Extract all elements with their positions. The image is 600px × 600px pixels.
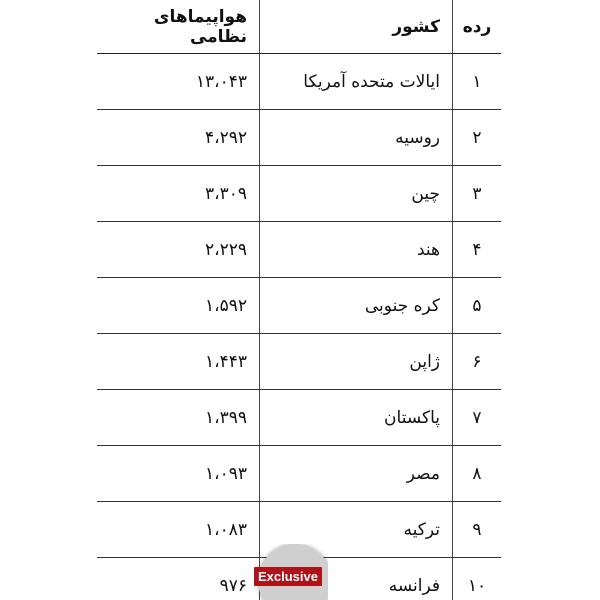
country-cell: چین (260, 166, 453, 222)
aircraft-count-cell: ۳،۳۰۹ (97, 166, 260, 222)
aircraft-count-cell: ۱،۰۸۳ (97, 502, 260, 558)
table-row (97, 222, 501, 278)
aircraft-count-cell: ۴،۲۹۲ (97, 110, 260, 166)
aircraft-count-cell: ۱،۰۹۳ (97, 446, 260, 502)
country-cell: ترکیه (260, 502, 453, 558)
country-cell: پاکستان (260, 390, 453, 446)
header-aircraft: هواپیماهای نظامی (97, 0, 260, 54)
country-cell: روسیه (260, 110, 453, 166)
rank-cell: ۸ (453, 446, 502, 502)
aircraft-count-cell: ۲،۲۲۹ (97, 222, 260, 278)
country-cell: مصر (260, 446, 453, 502)
aircraft-count-cell: ۱،۳۹۹ (97, 390, 260, 446)
aircraft-count-cell: ۱،۵۹۲ (97, 278, 260, 334)
table-row (97, 446, 501, 502)
header-rank: رده (453, 0, 502, 54)
table-header-row (97, 0, 501, 54)
rank-cell: ۱۰ (467, 575, 487, 596)
header-country: کشور (260, 0, 453, 54)
table-row (97, 390, 501, 446)
country-cell: فرانسه (260, 558, 453, 600)
table-row (97, 110, 501, 166)
military-aircraft-table (97, 0, 501, 600)
exclusive-badge: Exclusive (254, 567, 322, 586)
country-cell: کره جنوبی (260, 278, 453, 334)
country-cell: هند (260, 222, 453, 278)
table-row (97, 166, 501, 222)
rank-cell: ۶ (453, 334, 502, 390)
rank-cell: ۵ (453, 278, 502, 334)
table-row (97, 54, 501, 110)
rank-cell: ۷ (453, 390, 502, 446)
country-cell: ژاپن (260, 334, 453, 390)
rank-cell: ۳ (453, 166, 502, 222)
rank-cell: ۹ (453, 502, 502, 558)
rank-cell: ۱ (453, 54, 502, 110)
aircraft-count-cell: ۹۷۶ (219, 575, 247, 596)
aircraft-count-cell: ۱۳،۰۴۳ (97, 54, 260, 110)
table-row (97, 334, 501, 390)
country-cell: ایالات متحده آمریکا (260, 54, 453, 110)
rank-cell: ۴ (453, 222, 502, 278)
aircraft-count-cell: ۱،۴۴۳ (97, 334, 260, 390)
rank-cell: ۲ (453, 110, 502, 166)
table-row (97, 278, 501, 334)
